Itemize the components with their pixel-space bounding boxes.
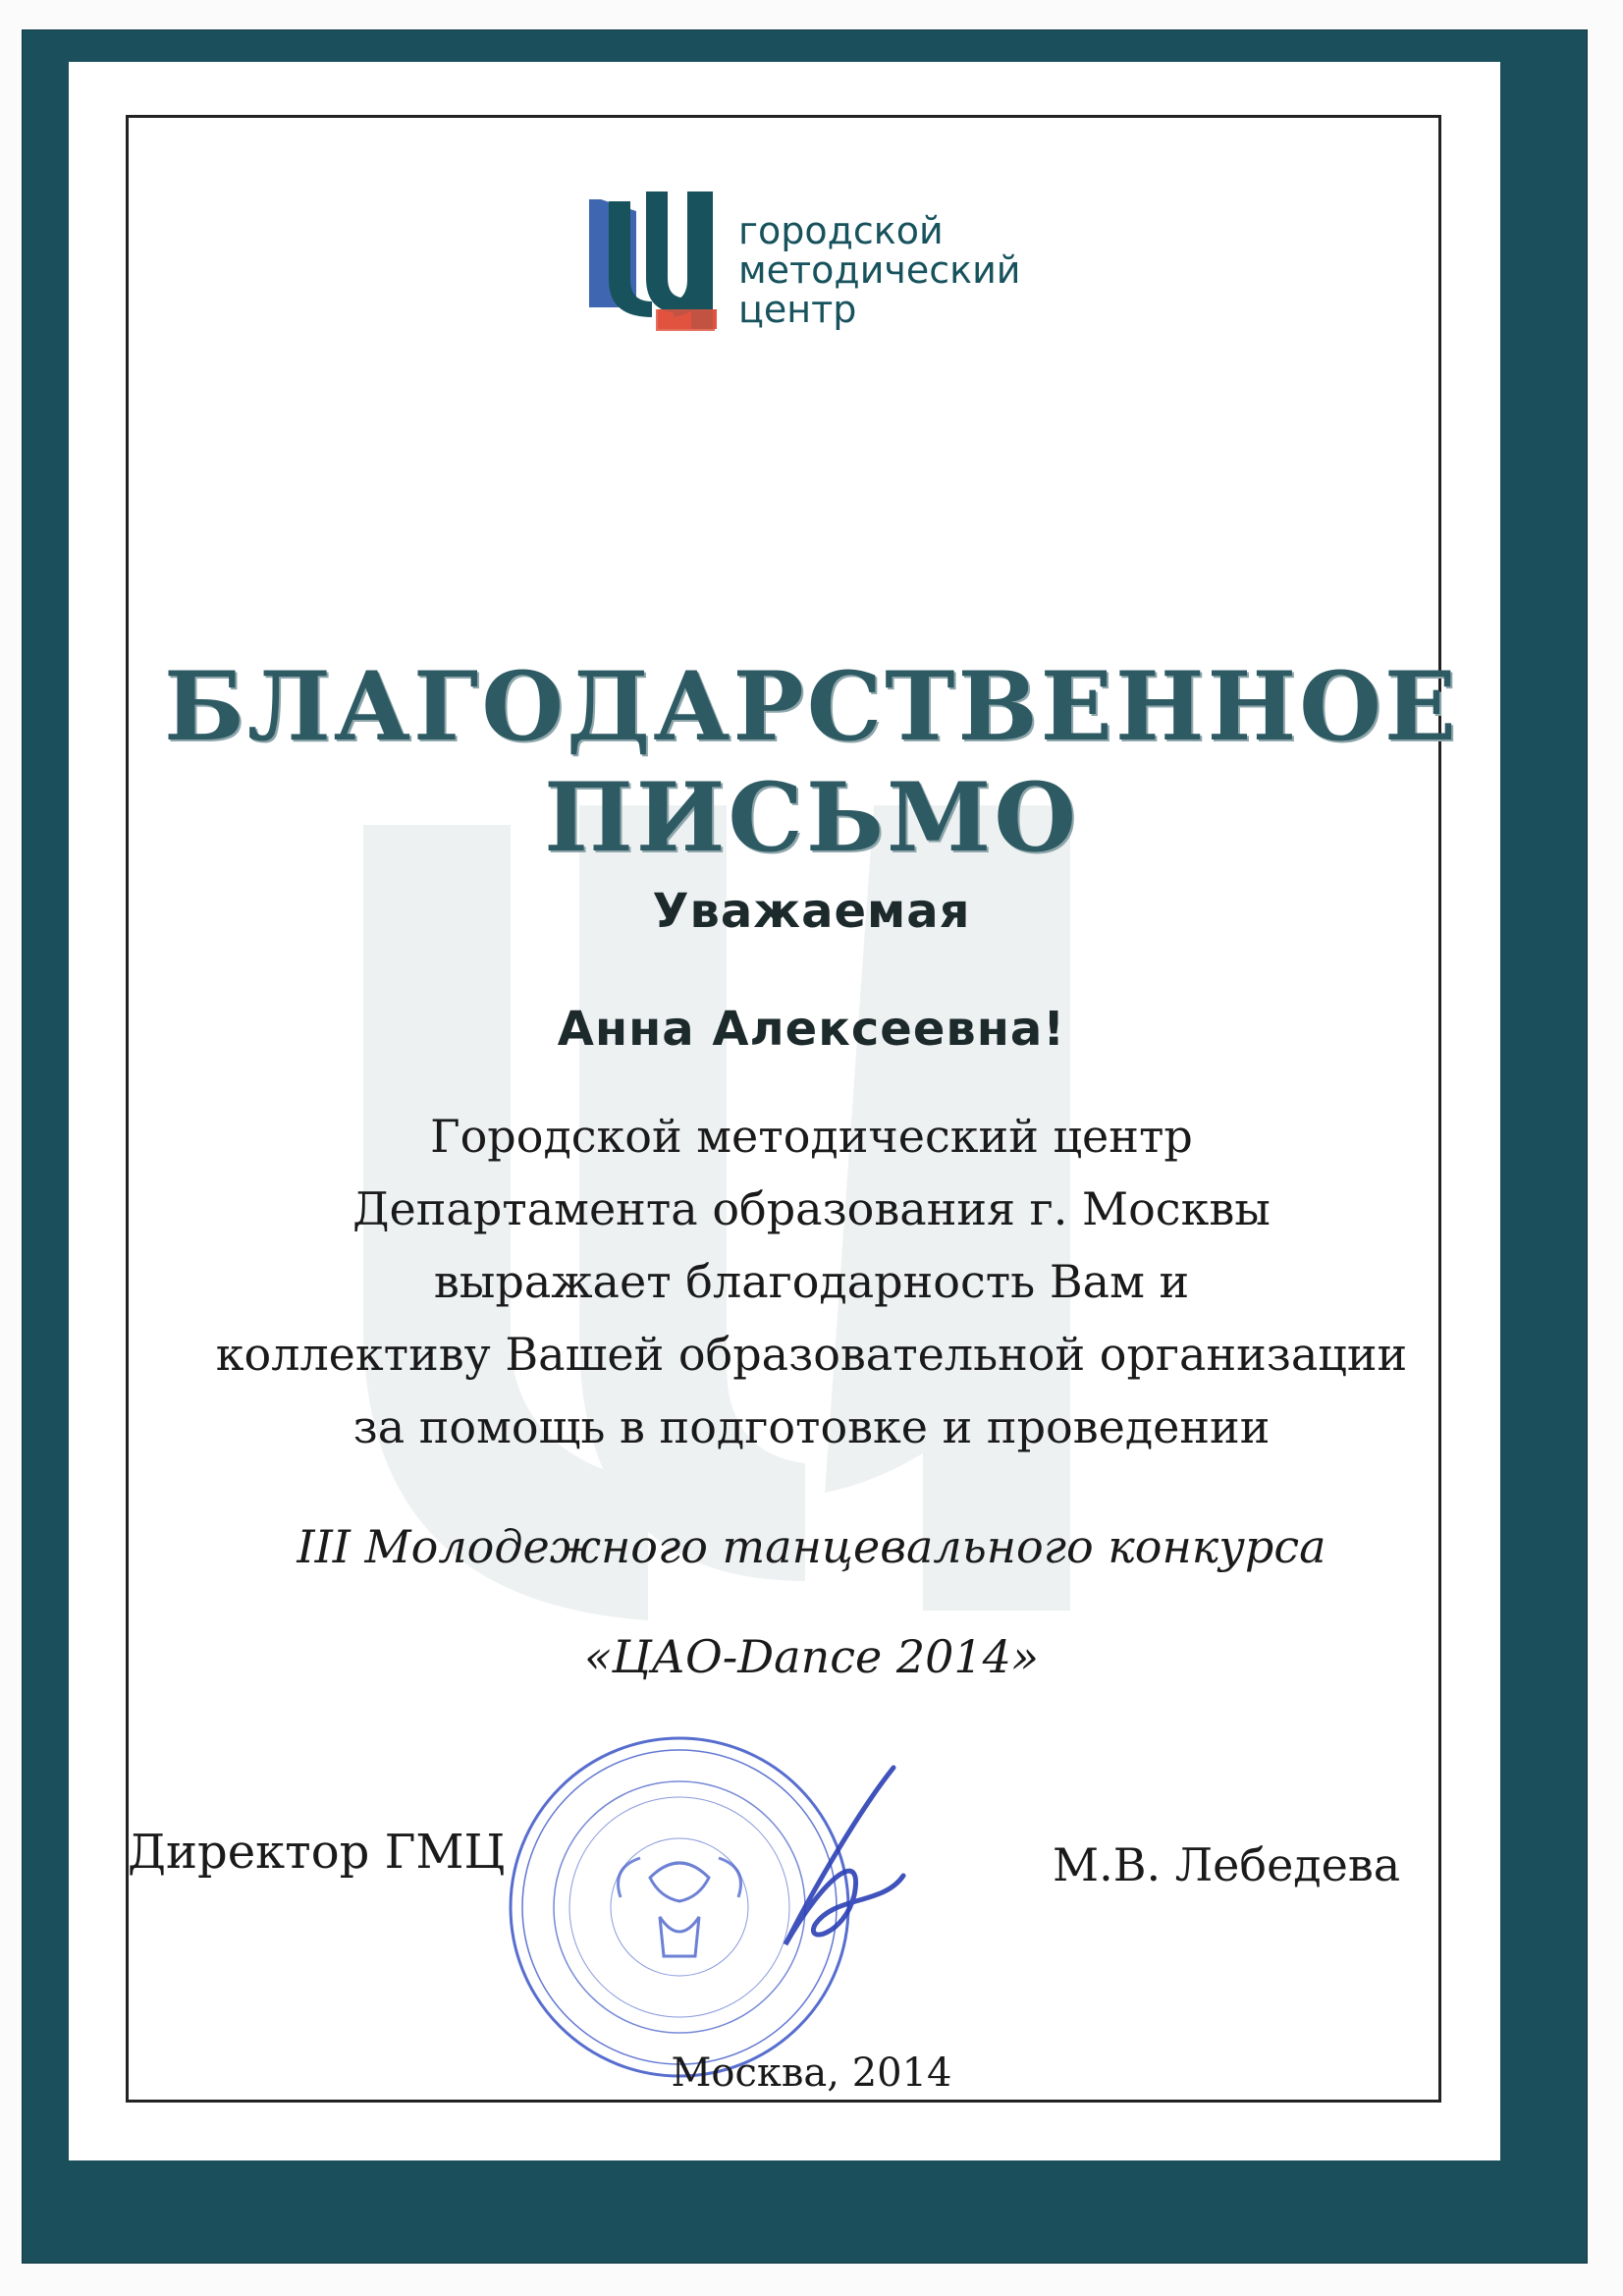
logo-text <box>738 211 1020 329</box>
title-line-1: БЛАГОДАРСТВЕННОЕ <box>163 651 1460 762</box>
body-line: Департамента образования г. Москвы <box>352 1182 1271 1235</box>
logo-mark-icon <box>589 191 727 339</box>
title-line-2: ПИСЬМО <box>544 762 1079 873</box>
logo-line-3: центр <box>738 288 857 331</box>
salutation: Уважаемая <box>652 884 971 939</box>
logo-line-1: городской <box>738 209 944 252</box>
signer-name: М.В. Лебедева <box>1053 1838 1401 1891</box>
signer-position: Директор ГМЦ <box>128 1825 506 1880</box>
letter-body <box>0 1100 1623 1463</box>
coat-of-arms-icon <box>650 1863 709 1956</box>
body-line: выражает благодарность Вам и <box>433 1255 1190 1308</box>
body-line: за помощь в подготовке и проведении <box>352 1400 1271 1453</box>
contest-name: III Молодежного танцевального конкурса <box>297 1520 1326 1573</box>
organization-logo <box>589 191 1051 339</box>
body-line: коллективу Вашей образовательной организации <box>215 1328 1408 1381</box>
body-line: Городской методический центр <box>430 1110 1193 1163</box>
contest-title: «ЦАО-Dance 2014» <box>583 1630 1040 1683</box>
city-year: Москва, 2014 <box>671 2050 952 2096</box>
logo-line-2: методический <box>738 248 1021 292</box>
recipient-name: Анна Алексеевна! <box>557 1002 1066 1057</box>
handwritten-signature <box>746 1758 913 1964</box>
